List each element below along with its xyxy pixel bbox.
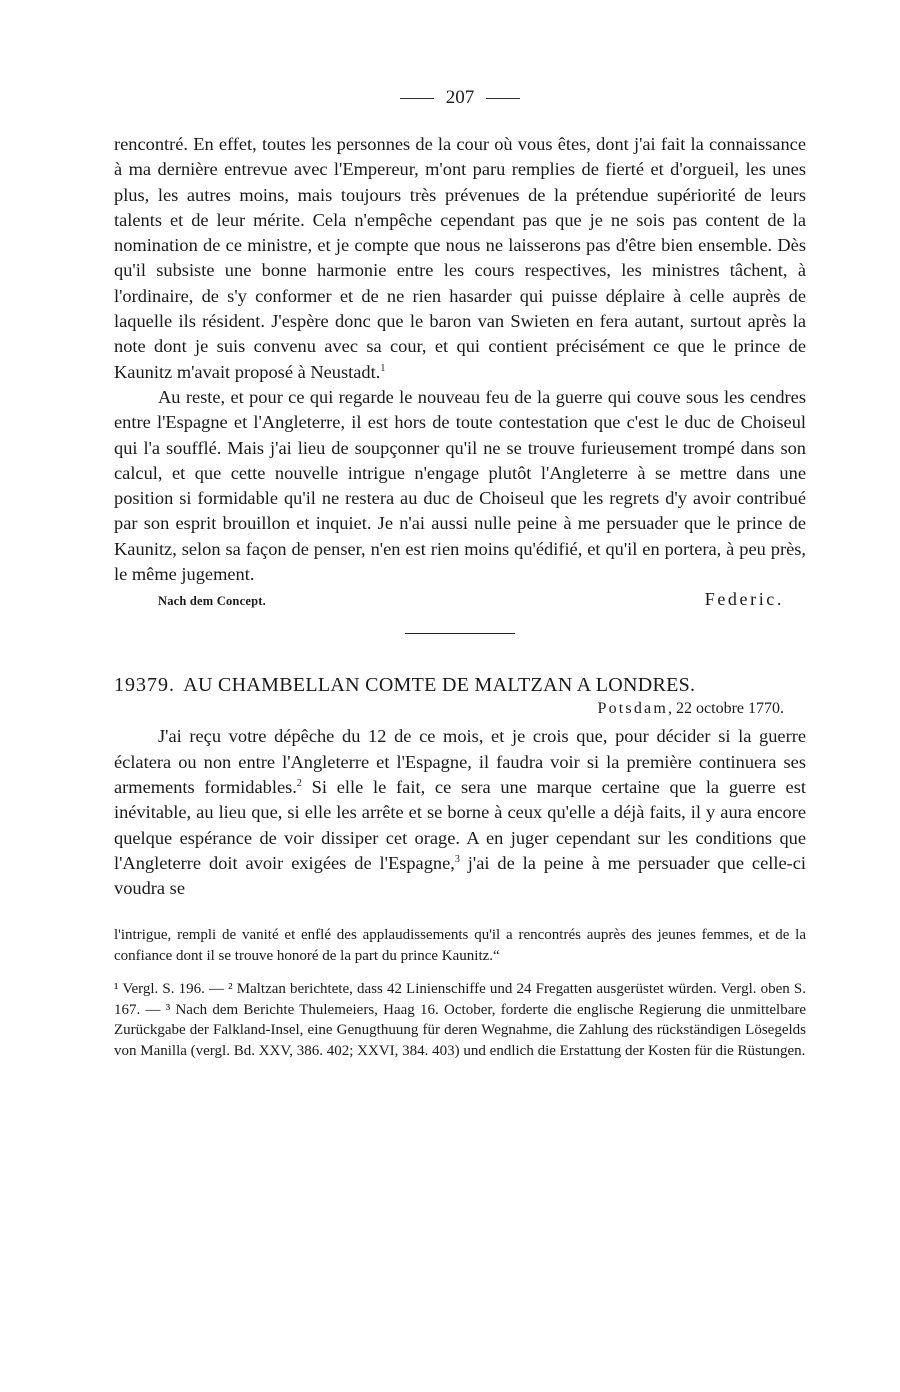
paragraph-1 <box>114 132 806 385</box>
header-rule-right <box>486 98 520 99</box>
footnote-continuation: l'intrigue, rempli de vanité et enflé des applaudissements qu'il a rencontrés auprès des jeunes femmes, et de la confiance dont il se trouve honoré de la part du prince Kaunitz.“ <box>114 927 806 964</box>
footnote-mark-1: 1 <box>380 362 386 374</box>
footnote-mark-3: 3 <box>454 853 460 865</box>
letter-number: 19379. <box>114 674 175 697</box>
closing-row <box>114 589 806 610</box>
paragraph-2: Au reste, et pour ce qui regarde le nouveau feu de la guerre qui couve sous les cendres entre l'Espagne et l'Angleterre, il est hors de toute contestation que c'est le duc de Choiseul qui l'a soufflé. Mais j'ai lieu de soupçonner qu'il ne se trouve furieusement trompé dans son calcul, et que cette nouvelle intrigue n'engage plutôt l'Angleterre à se mettre dans une position si formidable qu'il ne restera au duc de Choiseul que les regrets d'y avoir contribué par son esprit brouillon et inquiet. Je n'ai aussi nulle peine à me persuader que le prince de Kaunitz, selon sa façon de penser, n'en est rien moins qu'édifié, et qu'il en portera, à peu près, le même jugement. <box>114 386 806 585</box>
dateline-date: , 22 octobre 1770. <box>668 700 784 718</box>
running-head <box>114 84 806 112</box>
footnotes <box>114 925 806 1061</box>
footnote-mark-2: 2 <box>296 777 302 789</box>
letter-addressee: AU CHAMBELLAN COMTE DE MALTZAN A LONDRES. <box>183 674 696 697</box>
header-rule-left <box>400 98 434 99</box>
letter-body-previous <box>114 132 806 587</box>
page-number: 207 <box>445 87 475 108</box>
document-page <box>114 84 806 1061</box>
letter-heading <box>114 672 806 698</box>
footnote-list: ¹ Vergl. S. 196. — ² Maltzan berichtete, dass 42 Linienschiffe und 24 Fregatten ausgerüstet würden. Vergl. oben S. 167. — ³ Nach dem Berichte Thulemeiers, Haag 16. October, forderte die englische Regierung die unmittelbare Zurückgabe der Falkland-Insel, eine Genugthuung für deren Wegnahme, die Zahlung des rückständigen Lösegelds von Manilla (vergl. Bd. XXV, 386. 402; XXVI, 384. 403) und endlich die Erstattung der Kosten für die Rüstungen. <box>114 981 806 1059</box>
signature: Federic. <box>704 589 784 610</box>
letter-text-a: J'ai reçu votre dépêche du 12 de ce mois, et je crois que, pour décider si la guerre éclatera ou non entre l'Angleterre et l'Espagne, il faudra voir si la première continuera ses armements formidables. <box>114 726 806 797</box>
dateline <box>114 698 806 720</box>
source-note: Nach dem Concept. <box>158 594 266 609</box>
letter-text-b: Si elle le fait, ce sera une marque certaine que la guerre est inévitable, au lieu que, si elle les arrête et se borne à ceux qu'elle a déjà faits, il y aura encore quelque espérance de voir dissiper cet orage. A en juger cependant sur les conditions que l'Angleterre doit avoir exigées de l'Espagne, <box>114 776 806 873</box>
letter-text-c: j'ai de la peine à me persuader que celle-ci voudra se <box>114 852 807 899</box>
section-divider <box>405 633 515 634</box>
letter-body-new <box>114 724 806 901</box>
paragraph-1-text: rencontré. En effet, toutes les personnes de la cour où vous êtes, dont j'ai fait la connaissance à ma dernière entrevue avec l'Empereur, m'ont paru remplies de fierté et d'orgueil, les unes plus, les autres moins, mais toujours très prévenues de la prétendue supériorité de leurs talents et de leur mérite. Cela n'empêche cependant pas que je ne sois pas content de la nomination de ce ministre, et je compte que nous ne laisserons pas d'être bien ensemble. Dès qu'il subsiste une bonne harmonie entre les cours respectives, les ministres tâchent, à l'ordinaire, de s'y conformer et de ne rien hasarder qui puisse déplaire à celle auprès de laquelle ils résident. J'espère donc que le baron van Swieten en fera autant, surtout après la note dont je suis convenu avec sa cour, et qui contient précisément ce que le prince de Kaunitz m'avait proposé à Neustadt. <box>114 134 806 382</box>
dateline-place: Potsdam <box>597 700 669 718</box>
letter-paragraph <box>114 724 806 901</box>
